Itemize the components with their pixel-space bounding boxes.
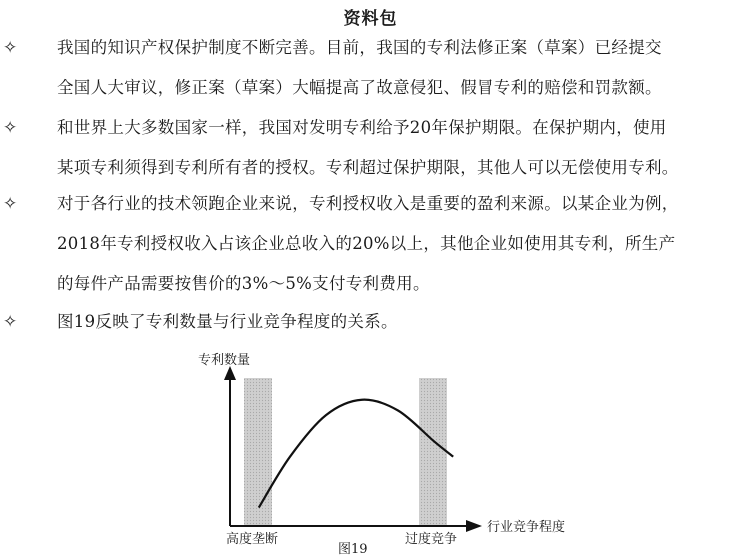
bullet-text-line: 对于各行业的技术领跑企业来说，专利授权收入是重要的盈利来源。以某企业为例， (57, 194, 679, 213)
shaded-region-excessive-competition (419, 378, 447, 526)
bullet-text-line: 和世界上大多数国家一样，我国对发明专利给予20年保护期限。在保护期内，使用 (57, 118, 667, 137)
region-label-excessive-competition: 过度竞争 (405, 532, 458, 547)
y-axis-arrow (224, 366, 236, 380)
y-axis-label: 专利数量 (198, 353, 251, 368)
bullet-text-line: 的每件产品需要按售价的3%～5%支付专利费用。 (57, 274, 430, 293)
bullet-text-line: 我国的知识产权保护制度不断完善。目前，我国的专利法修正案（草案）已经提交 (57, 38, 662, 57)
x-axis-arrow (466, 520, 482, 532)
bullet-text-line: 某项专利须得到专利所有者的授权。专利超过保护期限，其他人可以无偿使用专利。 (57, 158, 679, 177)
x-axis-label: 行业竞争程度 (487, 520, 566, 535)
bullet-text-line: 图19反映了专利数量与行业竞争程度的关系。 (57, 312, 398, 331)
bullet-diamond-icon: ✧ (3, 118, 18, 138)
bullet-diamond-icon: ✧ (3, 194, 18, 214)
shaded-region-monopoly (244, 378, 272, 526)
bullet-text-line: 全国人大审议，修正案（草案）大幅提高了故意侵犯、假冒专利的赔偿和罚款额。 (57, 78, 662, 97)
bullet-text-line: 2018年专利授权收入占该企业总收入的20%以上，其他企业如使用其专利，所生产 (57, 234, 676, 253)
region-label-monopoly: 高度垄断 (226, 532, 279, 547)
page-title: 资料包 (343, 9, 398, 29)
bullet-diamond-icon: ✧ (3, 312, 18, 332)
figure-caption: 图19 (338, 542, 368, 557)
bullet-diamond-icon: ✧ (3, 38, 18, 58)
